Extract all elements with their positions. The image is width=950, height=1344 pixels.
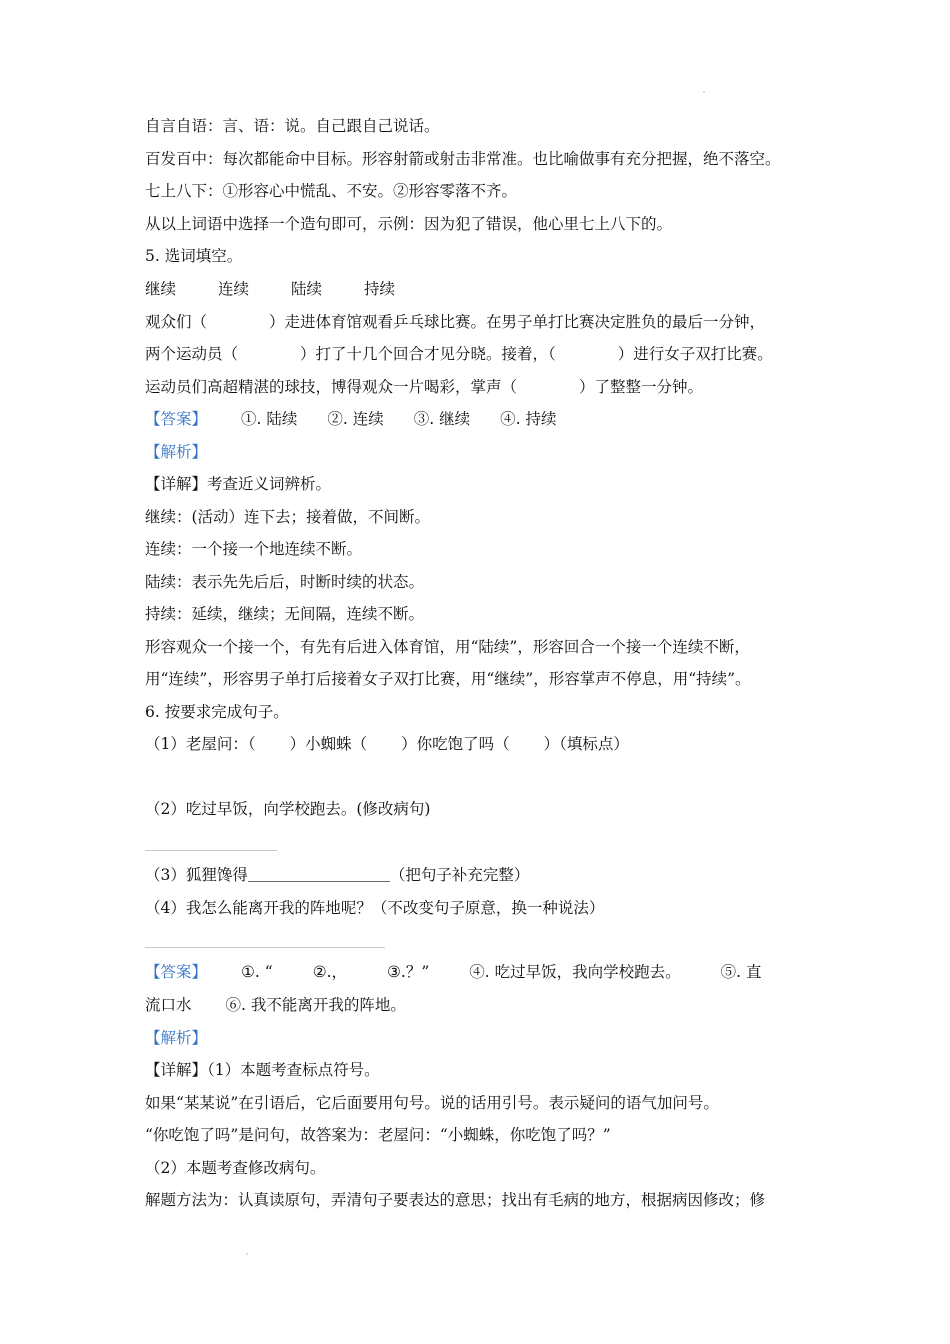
- answer-underline: [145, 947, 385, 948]
- analysis-label: 【解析】: [145, 1029, 208, 1047]
- text-line: 用“连续”，形容男子单打后接着女子双打比赛，用“继续”，形容掌声不停息，用“持续”。: [145, 670, 751, 688]
- text-line: “你吃饱了吗”是问句，故答案为：老屋问：“小蜘蛛，你吃饱了吗？”: [145, 1126, 611, 1144]
- text-line: 持续：延续，继续；无间隔，连续不断。: [145, 605, 425, 623]
- word-choice: 持续: [364, 280, 396, 298]
- text-line: 七上八下：①形容心中慌乱、不安。②形容零落不齐。: [145, 182, 518, 200]
- subquestion-2: （2）吃过早饭，向学校跑去。(修改病句): [145, 800, 431, 818]
- text-line: （2）本题考查修改病句。: [145, 1159, 326, 1177]
- text-fragment: ）了整整一分钟。: [579, 378, 704, 396]
- detail-label: 【详解】: [145, 475, 208, 493]
- text-fragment: 两个运动员（: [145, 345, 239, 363]
- detail-line: [145, 1059, 380, 1081]
- text-fragment: （把句子补充完整）: [389, 866, 530, 884]
- subquestion-3: [145, 864, 529, 886]
- answer-label: 【答案】: [145, 410, 208, 428]
- text-line: 连续：一个接一个地连续不断。: [145, 540, 363, 558]
- question-6-title: 6. 按要求完成句子。: [145, 703, 289, 721]
- subquestion-1: [145, 733, 629, 755]
- answer-underline: [145, 850, 277, 851]
- detail-line: [145, 473, 331, 495]
- subquestion-4: （4）我怎么能离开我的阵地呢？（不改变句子原意，换一种说法）: [145, 899, 605, 917]
- text-line: 陆续：表示先先后后，时断时续的状态。: [145, 573, 425, 591]
- text-fragment: ）（填标点）: [543, 735, 629, 753]
- text-fragment: （3）狐狸馋得: [145, 866, 248, 884]
- answer-item: ①. “: [241, 963, 273, 981]
- word-choices: [145, 278, 395, 300]
- answer-line: [145, 961, 762, 983]
- word-choice: 连续: [218, 280, 250, 298]
- fill-blank-line: [145, 343, 773, 365]
- text-fragment: ）走进体育馆观看乒乓球比赛。在男子单打比赛决定胜负的最后一分钟，: [269, 313, 766, 331]
- answer-item: ②.，: [312, 963, 348, 981]
- answer-item: ②. 连续: [327, 410, 384, 428]
- answer-item: ③.？”: [387, 963, 430, 981]
- scan-dot: [703, 91, 705, 93]
- answer-label: 【答案】: [145, 963, 208, 981]
- answer-item: ④. 持续: [500, 410, 557, 428]
- fill-underline: [248, 867, 390, 882]
- word-choice: 陆续: [291, 280, 323, 298]
- answer-item: ③. 继续: [413, 410, 471, 428]
- text-fragment: （1）本题考查标点符号。: [207, 1061, 380, 1079]
- analysis-label: 【解析】: [145, 443, 208, 461]
- word-choice: 继续: [145, 280, 177, 298]
- answer-line: [145, 408, 556, 430]
- text-line: 百发百中：每次都能命中目标。形容射箭或射击非常准。也比喻做事有充分把握，绝不落空。: [145, 150, 781, 168]
- detail-label: 【详解】: [145, 1061, 208, 1079]
- text-line: 形容观众一个接一个，有先有后进入体育馆，用“陆续”，形容回合一个接一个连续不断，: [145, 638, 750, 656]
- text-fragment: ）你吃饱了吗（: [401, 735, 510, 753]
- text-line: 自言自语：言、语：说。自己跟自己说话。: [145, 117, 440, 135]
- text-line: 从以上词语中选择一个造句即可，示例：因为犯了错误，他心里七上八下的。: [145, 215, 673, 233]
- fill-blank-line: [145, 376, 703, 398]
- answer-item: ④. 吃过早饭，我向学校跑去。: [469, 963, 681, 981]
- text-fragment: 观众们（: [145, 313, 208, 331]
- text-fragment: ）小蜘蛛（: [289, 735, 368, 753]
- text-fragment: ）打了十几个回合才见分晓。接着，（: [300, 345, 556, 363]
- answer-item: ⑥. 我不能离开我的阵地。: [225, 996, 406, 1014]
- question-5-title: 5. 选词填空。: [145, 247, 243, 265]
- text-fragment: ）进行女子双打比赛。: [617, 345, 773, 363]
- text-line: 如果“某某说”在引语后，它后面要用句号。说的话用引号。表示疑问的语气加问号。: [145, 1094, 719, 1112]
- answer-item: 流口水: [145, 996, 192, 1014]
- text-fragment: 运动员们高超精湛的球技，博得观众一片喝彩，掌声（: [145, 378, 518, 396]
- scan-dot: [246, 1253, 248, 1255]
- answer-item: ①. 陆续: [241, 410, 298, 428]
- text-line: 解题方法为：认真读原句，弄清句子要表达的意思；找出有毛病的地方，根据病因修改；修: [145, 1191, 766, 1209]
- text-line: 继续：(活动）连下去；接着做，不间断。: [145, 508, 431, 526]
- answer-line-continued: [145, 994, 406, 1016]
- answer-item: ⑤. 直: [720, 963, 762, 981]
- text-fragment: （1）老屋问：（: [145, 735, 256, 753]
- fill-blank-line: [145, 311, 765, 333]
- text-fragment: 考查近义词辨析。: [207, 475, 332, 493]
